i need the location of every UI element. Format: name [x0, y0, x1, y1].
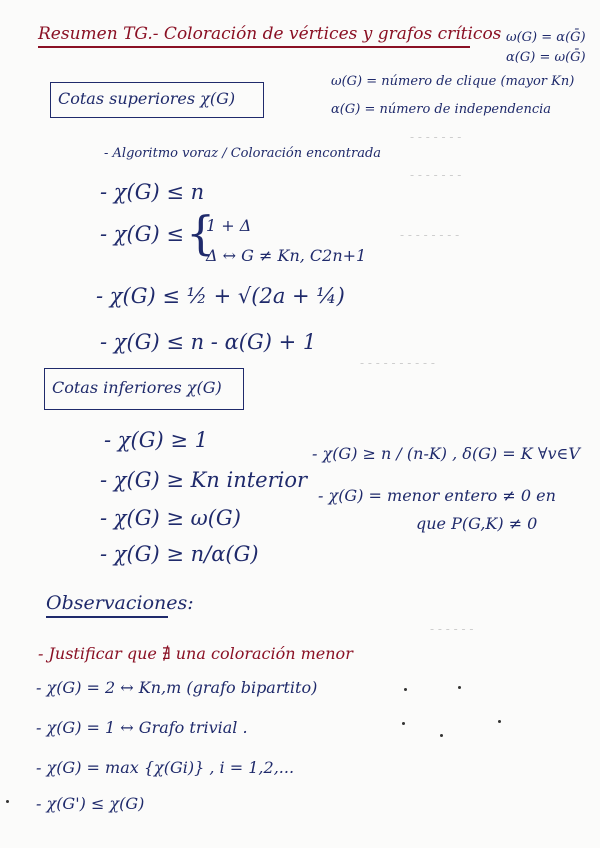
stray-dot — [498, 720, 501, 723]
stray-dot — [402, 722, 405, 725]
brace-case-2: Δ ↔ G ≠ Kn, C2n+1 — [206, 246, 367, 265]
title-underline — [38, 46, 470, 48]
upper-bound-item: - χ(G) ≤ n - α(G) + 1 — [100, 330, 317, 354]
bleed-through-mark: - - - - - - - - - - — [360, 356, 435, 370]
lower-bound-item: - χ(G) ≥ 1 — [104, 428, 208, 452]
bleed-through-mark: - - - - - - — [430, 622, 474, 636]
observation-item: - Justificar que ∄ una coloración menor — [38, 644, 353, 663]
omega-alpha-identity: ω(G) = α(Ḡ) — [506, 30, 586, 45]
cases-brace: { — [186, 206, 216, 260]
upper-bound-item: - χ(G) ≤ — [100, 222, 184, 246]
alpha-omega-identity: α(G) = ω(Ḡ) — [506, 50, 586, 65]
omega-definition: ω(G) = número de clique (mayor Kn) — [331, 74, 575, 89]
bleed-through-mark: - - - - - - - — [410, 168, 462, 182]
stray-dot — [6, 800, 9, 803]
stray-dot — [404, 688, 407, 691]
upper-bound-item: - χ(G) ≤ n — [100, 180, 205, 204]
observation-item: - χ(G) = max {χ(Gi)} , i = 1,2,... — [36, 758, 295, 777]
brace-case-1: 1 + Δ — [206, 216, 252, 235]
lower-bound-item: - χ(G) ≥ ω(G) — [100, 506, 241, 530]
lower-bound-chromatic-poly-cont: que P(G,K) ≠ 0 — [416, 514, 538, 533]
observations-underline — [46, 616, 168, 618]
lower-bound-item: - χ(G) ≥ Kn interior — [100, 468, 308, 492]
observations-heading: Observaciones: — [46, 592, 194, 614]
lower-bound-item: - χ(G) ≥ n/α(G) — [100, 542, 259, 566]
bleed-through-mark: - - - - - - - — [410, 130, 462, 144]
upper-bound-item: - χ(G) ≤ ½ + √(2a + ¼) — [96, 284, 345, 308]
upper-bounds-heading: Cotas superiores χ(G) — [58, 89, 236, 108]
observation-item: - χ(G') ≤ χ(G) — [36, 794, 145, 813]
upper-bound-item: - Algoritmo voraz / Coloración encontrada — [104, 146, 382, 161]
observation-item: - χ(G) = 2 ↔ Kn,m (grafo bipartito) — [36, 678, 318, 697]
alpha-definition: α(G) = número de independencia — [331, 102, 552, 117]
stray-dot — [458, 686, 461, 689]
observation-item: - χ(G) = 1 ↔ Grafo trivial . — [36, 718, 248, 737]
lower-bounds-heading: Cotas inferiores χ(G) — [52, 378, 222, 397]
lower-bound-chromatic-poly: - χ(G) = menor entero ≠ 0 en — [318, 486, 556, 505]
bleed-through-mark: - - - - - - - - — [400, 228, 460, 242]
lower-bound-regular: - χ(G) ≥ n / (n-K) , δ(G) = K ∀v∈V — [312, 444, 580, 463]
stray-dot — [440, 734, 443, 737]
page-title: Resumen TG.- Coloración de vértices y grafos críticos — [38, 24, 502, 44]
